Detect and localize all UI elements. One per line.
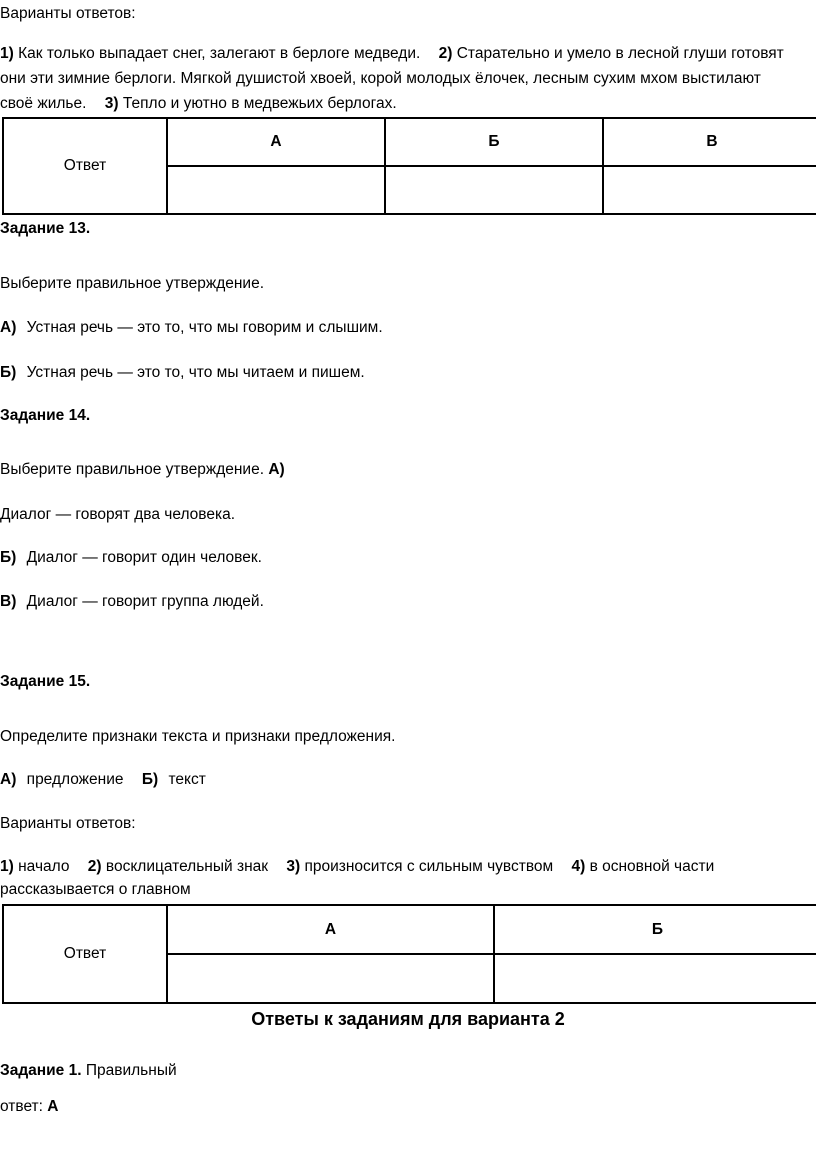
option-3-number: 3) — [104, 95, 119, 112]
task-15-option-4-number: 4) — [571, 858, 586, 875]
task-15-question: Определите признаки текста и признаки предложения. — [0, 728, 396, 745]
task-14-option-c-label: В) — [0, 593, 17, 610]
task-15-option-2-number: 2) — [87, 858, 102, 875]
task-15-options-line-1 — [0, 857, 714, 877]
task-14-question-text: Выберите правильное утверждение. — [0, 461, 265, 478]
task-13-option-a-label: А) — [0, 319, 17, 336]
task-15-category-b-text: текст — [168, 771, 206, 788]
task-15-option-1-number: 1) — [0, 858, 14, 875]
task-13-option-b — [0, 363, 365, 383]
task-15-category-a-label: А) — [0, 771, 17, 788]
column-header-v: В — [603, 118, 816, 166]
task-14-option-b — [0, 548, 262, 568]
answers-task-1-title: Задание 1. — [0, 1062, 82, 1079]
answer-row-label: Ответ — [3, 118, 167, 214]
column-header-b: Б — [385, 118, 603, 166]
task-13-title: Задание 13. — [0, 220, 91, 237]
task-15-option-2-text: восклицательный знак — [105, 858, 269, 875]
answer-options-line-2: они эти зимние берлоги. Мягкой душистой хвоей, корой молодых ёлочек, лесным сухим мхом выстилают — [0, 70, 761, 87]
task-15-option-4-text: в основной части — [589, 858, 715, 875]
task-13-question: Выберите правильное утверждение. — [0, 275, 265, 292]
answer-cell-v[interactable] — [603, 166, 816, 214]
task-14-option-a-text: Диалог — говорят два человека. — [0, 506, 236, 523]
task-15-option-3-number: 3) — [286, 858, 301, 875]
answer-label: ответ: — [0, 1098, 43, 1115]
task-15-category-a-text: предложение — [26, 771, 124, 788]
answers-section-heading: Ответы к заданиям для варианта 2 — [251, 1009, 565, 1029]
column-header-a: А — [167, 905, 494, 954]
task-14-option-c — [0, 592, 264, 612]
task-15-category-b-label: Б) — [141, 771, 159, 788]
task-15-option-3-text: произносится с сильным чувством — [304, 858, 554, 875]
option-2-text-end: своё жилье. — [0, 95, 87, 112]
option-1-text: Как только выпадает снег, залегают в берлоге медведи. — [18, 45, 421, 62]
task-13-option-a — [0, 318, 383, 338]
task-15-variants-label: Варианты ответов: — [0, 815, 136, 832]
task-15-option-1-text: начало — [18, 858, 70, 875]
task-15-categories — [0, 770, 206, 790]
answer-options-line-1 — [0, 44, 784, 64]
column-header-b: Б — [494, 905, 816, 954]
answer-cell-a[interactable] — [167, 954, 494, 1003]
variants-label: Варианты ответов: — [0, 5, 136, 22]
answer-cell-b[interactable] — [385, 166, 603, 214]
answer-options-line-3 — [0, 94, 397, 114]
task-14-question — [0, 460, 285, 480]
task-15-options-line-2: рассказывается о главном — [0, 881, 191, 898]
task-15-title: Задание 15. — [0, 673, 91, 690]
answers-task-1-text: Правильный — [85, 1062, 177, 1079]
answer-table-15 — [2, 904, 816, 1004]
option-2-text: Старательно и умело в лесной глуши готовят — [456, 45, 784, 62]
task-13-option-a-text: Устная речь — это то, что мы говорим и слышим. — [26, 319, 383, 336]
option-2-number: 2) — [438, 45, 453, 62]
option-3-text: Тепло и уютно в медвежьих берлогах. — [122, 95, 397, 112]
answers-task-1-answer — [0, 1097, 58, 1117]
answer-row-label: Ответ — [3, 905, 167, 1003]
answer-cell-a[interactable] — [167, 166, 385, 214]
answer-table-12 — [2, 117, 816, 215]
answers-task-1 — [0, 1061, 177, 1081]
answer-cell-b[interactable] — [494, 954, 816, 1003]
task-14-option-a-label: А) — [268, 461, 285, 478]
task-13-option-b-text: Устная речь — это то, что мы читаем и пишем. — [26, 364, 365, 381]
task-14-option-b-label: Б) — [0, 549, 17, 566]
task-14-option-b-text: Диалог — говорит один человек. — [26, 549, 262, 566]
answer-value: А — [47, 1098, 59, 1115]
task-14-option-c-text: Диалог — говорит группа людей. — [26, 593, 264, 610]
column-header-a: А — [167, 118, 385, 166]
task-13-option-b-label: Б) — [0, 364, 17, 381]
option-1-number: 1) — [0, 45, 14, 62]
task-14-title: Задание 14. — [0, 407, 91, 424]
